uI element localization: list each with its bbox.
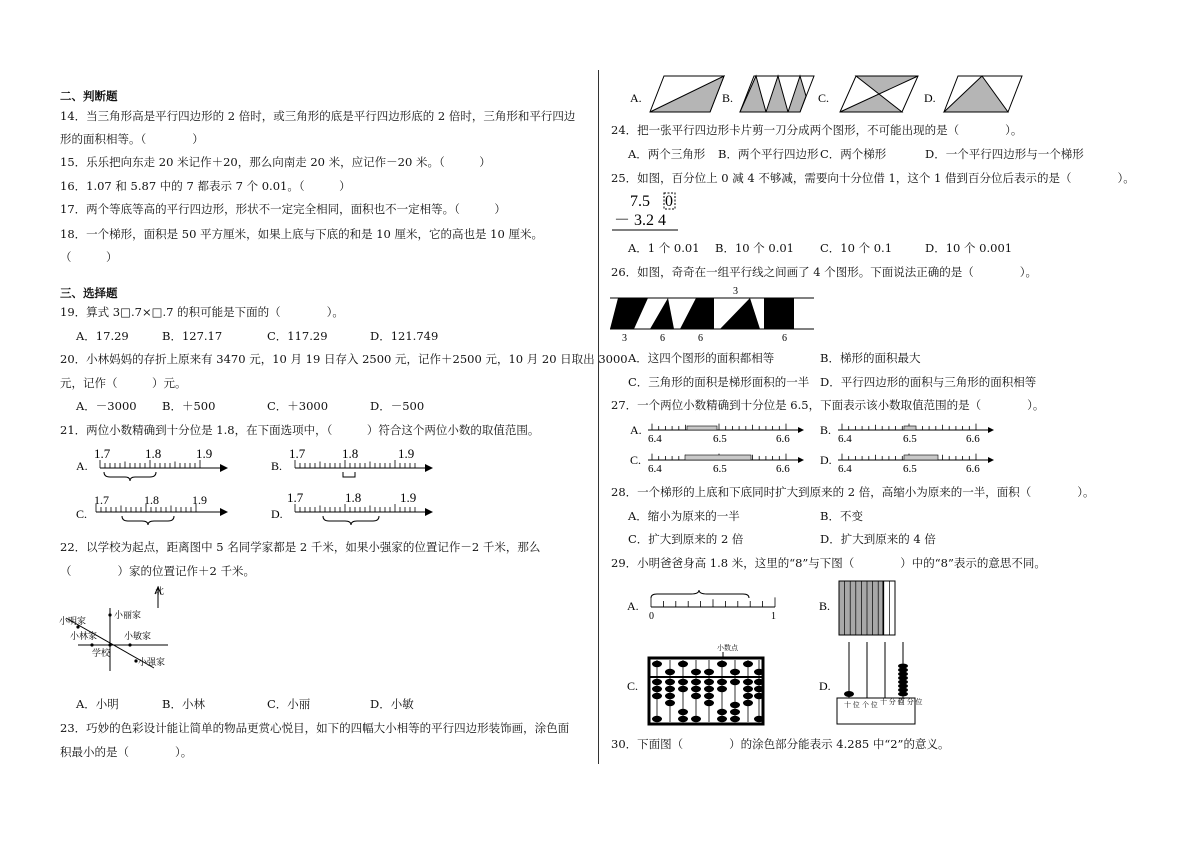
q27-d-tick-64: 6.4 bbox=[838, 463, 852, 475]
bead bbox=[691, 679, 701, 685]
north-label: 北 bbox=[155, 586, 165, 596]
bead bbox=[678, 661, 688, 667]
q28-option-b: B．不变 bbox=[820, 509, 863, 523]
bead bbox=[754, 686, 764, 692]
q21-option-c bbox=[76, 493, 228, 525]
q28-option-a: A．缩小为原来的一半 bbox=[628, 509, 740, 523]
q27-d-tick-66: 6.6 bbox=[966, 463, 980, 475]
q26-option-b: B．梯形的面积最大 bbox=[820, 351, 921, 365]
q29-d-place-tenth: 十 分 位 bbox=[880, 698, 905, 706]
bead bbox=[652, 686, 662, 692]
q26-triangle-1 bbox=[650, 298, 674, 329]
q20-option-c: C．＋3000 bbox=[267, 399, 329, 413]
q29-label-a: A. bbox=[627, 599, 639, 613]
q26-option-d: D．平行四边形的面积与三角形的面积相等 bbox=[820, 375, 1037, 389]
q27-a-tick-66: 6.6 bbox=[776, 433, 790, 445]
q24-option-c: C．两个梯形 bbox=[820, 147, 887, 161]
q26-option-c: C．三角形的面积是梯形面积的一半 bbox=[628, 375, 810, 389]
q19: 19．算式 3□.7×□.7 的积可能是下面的（ ）。 bbox=[60, 305, 344, 319]
bead bbox=[743, 700, 753, 706]
q21-a-tick-19: 1.9 bbox=[196, 446, 213, 461]
q23-label-d: D. bbox=[924, 91, 936, 105]
q23-label-a: A. bbox=[630, 91, 642, 105]
q20-option-b: B．＋500 bbox=[162, 399, 216, 413]
q25-option-a: A．1 个 0.01 bbox=[628, 241, 700, 255]
q26-num-3: 6 bbox=[698, 333, 703, 344]
bead bbox=[665, 693, 675, 699]
q27-d-tick-65: 6.5 bbox=[903, 463, 917, 475]
q19-option-a: A．17.29 bbox=[76, 329, 129, 343]
q25: 25．如图，百分位上 0 减 4 不够减，需要向十分位借 1，这个 1 借到百分位后表示的是（ ）。 bbox=[611, 171, 1135, 185]
q27-label-b: B. bbox=[820, 423, 832, 437]
q20-line1: 20．小林妈妈的存折上原来有 3470 元，10 月 19 日存入 2500 元，记作＋2500 元，10 月 20 日取出 3000 bbox=[60, 352, 628, 366]
q27: 27．一个两位小数精确到十分位是 6.5，下面表示该小数取值范围的是（ ）。 bbox=[611, 398, 1045, 412]
q20-option-a: A．－3000 bbox=[76, 399, 137, 413]
label-xiaoli-home: 小丽家 bbox=[114, 610, 142, 620]
q21-a-tick-17: 1.7 bbox=[94, 446, 111, 461]
bead bbox=[717, 709, 727, 715]
bead bbox=[730, 716, 740, 722]
q26-num-top: 3 bbox=[733, 286, 738, 297]
bead bbox=[717, 679, 727, 685]
q21-option-b bbox=[271, 446, 433, 477]
q25-option-d: D．10 个 0.001 bbox=[925, 241, 1013, 255]
q21-label-b: B. bbox=[271, 459, 283, 473]
q25-option-b: B．10 个 0.01 bbox=[715, 241, 795, 255]
q25-boxed-digit: 0 bbox=[665, 193, 673, 210]
section-2-title: 二、判断题 bbox=[60, 89, 118, 103]
bead bbox=[665, 679, 675, 685]
q24-option-d: D．一个平行四边形与一个梯形 bbox=[925, 147, 1084, 161]
q29-d-place-one: 个 位 bbox=[862, 701, 878, 709]
bead bbox=[704, 669, 714, 675]
q21-c-tick-18: 1.8 bbox=[144, 493, 159, 507]
q14-line2: 形的面积相等。（ ） bbox=[60, 132, 204, 146]
q27-label-a: A. bbox=[630, 423, 642, 437]
bead bbox=[691, 686, 701, 692]
q26-num-1: 3 bbox=[622, 333, 627, 344]
q26-figure bbox=[610, 286, 830, 342]
q22-line2: （ ）家的位置记作＋2 千米。 bbox=[60, 564, 255, 578]
q27-option-a bbox=[630, 423, 804, 445]
bead bbox=[754, 679, 764, 685]
q21-label-c: C. bbox=[76, 507, 88, 521]
q26: 26．如图，奇奇在一组平行线之间画了 4 个图形。下面说法正确的是（ ）。 bbox=[611, 265, 1038, 279]
q28: 28．一个梯形的上底和下底同时扩大到原来的 2 倍，高缩小为原来的一半，面积（ ）。 bbox=[611, 485, 1095, 499]
bead bbox=[678, 716, 688, 722]
q26-num-4: 6 bbox=[782, 333, 787, 344]
q21-option-d bbox=[271, 490, 433, 525]
bead bbox=[652, 716, 662, 722]
q25-bottom-number: － 3.2 4 bbox=[614, 212, 667, 229]
q22-map bbox=[58, 586, 178, 676]
bead bbox=[652, 661, 662, 667]
q21-c-tick-17: 1.7 bbox=[94, 493, 109, 507]
q23-label-c: C. bbox=[818, 91, 830, 105]
bead bbox=[743, 686, 753, 692]
bead bbox=[704, 700, 714, 706]
bead bbox=[898, 692, 908, 697]
q26-parallelogram bbox=[610, 298, 648, 329]
bead bbox=[652, 679, 662, 685]
q18-line2: （ ） bbox=[60, 250, 118, 264]
bead bbox=[754, 716, 764, 722]
q29-a-tick-0: 0 bbox=[649, 611, 654, 622]
bead bbox=[665, 700, 675, 706]
q25-top-number: 7.5 bbox=[630, 193, 650, 210]
q23-label-b: B. bbox=[722, 91, 734, 105]
q21-option-a bbox=[76, 446, 228, 481]
bead bbox=[652, 693, 662, 699]
q16: 16．1.07 和 5.87 中的 7 都表示 7 个 0.01。（ ） bbox=[60, 179, 351, 193]
q21-d-tick-19: 1.9 bbox=[400, 490, 417, 505]
label-xiaomin-home: 小敏家 bbox=[124, 631, 152, 641]
q21-b-tick-18: 1.8 bbox=[342, 446, 359, 461]
q27-b-tick-65: 6.5 bbox=[903, 433, 917, 445]
q29-d-place-ten: 十 位 bbox=[844, 701, 860, 709]
bead bbox=[730, 709, 740, 715]
q27-option-c bbox=[630, 453, 804, 475]
q22-option-c: C．小丽 bbox=[267, 697, 311, 711]
q29-label-d: D. bbox=[819, 679, 831, 693]
q22-option-b: B．小林 bbox=[162, 697, 205, 711]
q27-label-d: D. bbox=[820, 453, 832, 467]
q25-subtraction bbox=[612, 192, 692, 232]
q23-line1: 23．巧妙的色彩设计能让简单的物品更赏心悦目，如下的四幅大小相等的平行四边形装饰画，涂色面 bbox=[60, 721, 570, 735]
bead bbox=[665, 669, 675, 675]
label-xiaoming-home: 小明家 bbox=[59, 616, 87, 626]
label-xiaoqiang-home: 小强家 bbox=[138, 657, 166, 667]
q24: 24．把一张平行四边形卡片剪一刀分成两个图形，不可能出现的是（ ）。 bbox=[611, 123, 1023, 137]
q27-c-tick-65: 6.5 bbox=[713, 463, 727, 475]
label-school: 学校 bbox=[92, 648, 111, 658]
q27-label-c: C. bbox=[630, 453, 642, 467]
bead bbox=[678, 679, 688, 685]
bead bbox=[678, 709, 688, 715]
q21-label-d: D. bbox=[271, 507, 283, 521]
q26-triangle-2 bbox=[720, 298, 760, 329]
q21-d-tick-17: 1.7 bbox=[287, 490, 304, 505]
q27-a-tick-65: 6.5 bbox=[713, 433, 727, 445]
q27-a-tick-64: 6.4 bbox=[648, 433, 662, 445]
q21-label-a: A. bbox=[76, 459, 88, 473]
bead bbox=[704, 679, 714, 685]
q27-number-lines bbox=[628, 418, 1008, 474]
column-divider bbox=[598, 70, 599, 764]
q22-option-d: D．小敏 bbox=[370, 697, 414, 711]
bead bbox=[704, 693, 714, 699]
q14-line1: 14．当三角形高是平行四边形的 2 倍时，或三角形的底是平行四边形底的 2 倍时，三角形和平行四边 bbox=[60, 109, 576, 123]
bead bbox=[691, 693, 701, 699]
q19-option-c: C．117.29 bbox=[267, 329, 328, 343]
bead bbox=[691, 669, 701, 675]
bead bbox=[743, 661, 753, 667]
q19-option-d: D．121.749 bbox=[370, 329, 439, 343]
q21-b-tick-17: 1.7 bbox=[289, 446, 306, 461]
q21-c-tick-19: 1.9 bbox=[192, 493, 207, 507]
bead bbox=[717, 661, 727, 667]
q29-b-shaded bbox=[839, 581, 883, 635]
q19-option-b: B．127.17 bbox=[162, 329, 223, 343]
q29-figures bbox=[625, 580, 1025, 730]
section-3-title: 三、选择题 bbox=[60, 286, 118, 300]
q27-c-tick-66: 6.6 bbox=[776, 463, 790, 475]
q22-line1: 22．以学校为起点，距离图中 5 名同学家都是 2 千米，如果小强家的位置记作－2 千米，那么 bbox=[60, 540, 541, 554]
q24-option-b: B．两个平行四边形 bbox=[718, 147, 819, 161]
q17: 17．两个等底等高的平行四边形，形状不一定完全相同，面积也不一定相等。（ ） bbox=[60, 202, 506, 216]
bead bbox=[665, 686, 675, 692]
q25-option-c: C．10 个 0.1 bbox=[820, 241, 893, 255]
bead bbox=[743, 679, 753, 685]
label-xiaolin-home: 小林家 bbox=[70, 631, 98, 641]
bead bbox=[743, 693, 753, 699]
q29-a-tick-1: 1 bbox=[771, 611, 776, 622]
bead bbox=[754, 669, 764, 675]
q21-a-tick-18: 1.8 bbox=[145, 446, 162, 461]
q27-b-tick-66: 6.6 bbox=[966, 433, 980, 445]
q26-option-a: A．这四个图形的面积都相等 bbox=[628, 351, 775, 365]
q21: 21．两位小数精确到十分位是 1.8，在下面选项中，（ ）符合这个两位小数的取值范围。 bbox=[60, 423, 540, 437]
q23-parallelograms bbox=[628, 74, 1048, 118]
q24-option-a: A．两个三角形 bbox=[628, 147, 706, 161]
bead bbox=[678, 686, 688, 692]
q21-number-lines bbox=[70, 446, 630, 526]
q26-rectangle bbox=[764, 298, 794, 329]
q29-label-b: B. bbox=[819, 599, 831, 613]
q21-b-tick-19: 1.9 bbox=[398, 446, 415, 461]
bead bbox=[717, 716, 727, 722]
q27-option-d bbox=[820, 453, 994, 475]
q26-num-2: 6 bbox=[660, 333, 665, 344]
q15: 15．乐乐把向东走 20 米记作＋20，那么向南走 20 米，应记作－20 米。（ ） bbox=[60, 155, 491, 169]
q18-line1: 18．一个梯形，面积是 50 平方厘米，如果上底与下底的和是 10 厘米，它的高也是 10 厘米。 bbox=[60, 227, 543, 241]
q22-option-a: A．小明 bbox=[76, 697, 119, 711]
q27-option-b bbox=[820, 423, 994, 445]
q30: 30．下面图（ ）的涂色部分能表示 4.285 中“2”的意义。 bbox=[611, 737, 950, 751]
bead bbox=[730, 669, 740, 675]
bead bbox=[717, 686, 727, 692]
q29-d-place-hundredth: 百 分 位 bbox=[898, 698, 923, 706]
q28-option-d: D．扩大到原来的 4 倍 bbox=[820, 532, 936, 546]
bead bbox=[730, 679, 740, 685]
q27-b-tick-64: 6.4 bbox=[838, 433, 852, 445]
q27-c-tick-64: 6.4 bbox=[648, 463, 662, 475]
q20-line2: 元，记作（ ）元。 bbox=[60, 376, 187, 390]
q21-d-tick-18: 1.8 bbox=[345, 490, 362, 505]
q20-option-d: D．－500 bbox=[370, 399, 425, 413]
bead bbox=[704, 686, 714, 692]
q28-option-c: C．扩大到原来的 2 倍 bbox=[628, 532, 744, 546]
q29: 29．小明爸爸身高 1.8 米，这里的“8”与下图（ ）中的“8”表示的意思不同。 bbox=[611, 556, 1046, 570]
bead bbox=[754, 693, 764, 699]
q23-line2: 积最小的是（ ）。 bbox=[60, 745, 193, 759]
q29-c-decimal-label: 小数点 bbox=[717, 644, 738, 652]
q29-label-c: C. bbox=[627, 679, 639, 693]
q26-trapezoid bbox=[680, 298, 714, 329]
bead bbox=[691, 716, 701, 722]
bead bbox=[730, 702, 740, 708]
